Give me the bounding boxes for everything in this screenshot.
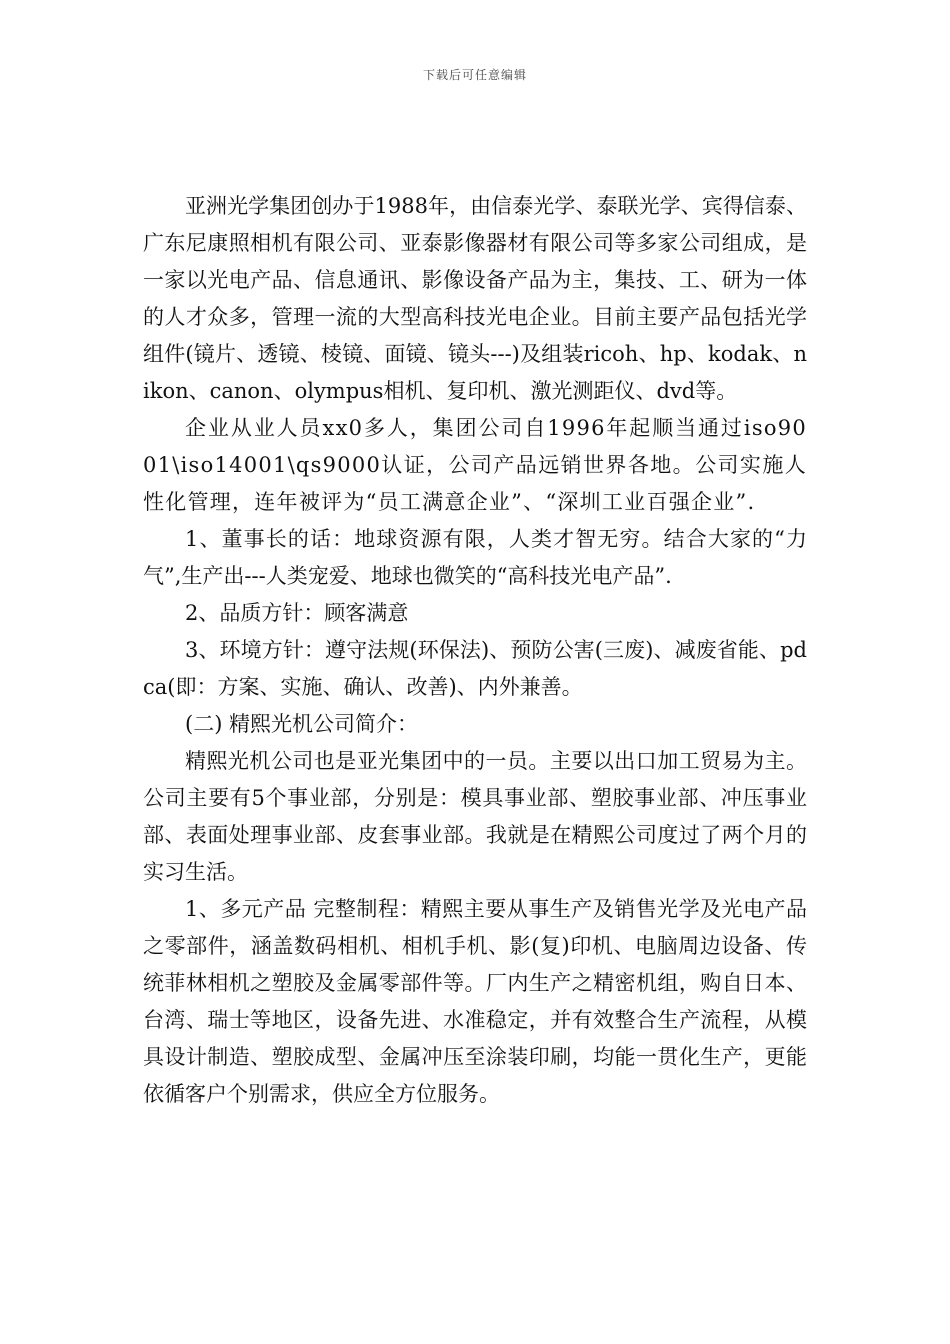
- paragraph-employees-certification: 企业从业人员xx0多人，集团公司自1996年起顺当通过iso9001\iso14001\qs9000认证，公司产品远销世界各地。公司实施人性化管理，连年被评为“员工满意企业”、“深圳工业百强企业”.: [143, 416, 807, 514]
- page-header: 下载后可任意编辑: [422, 68, 527, 82]
- paragraph-products-process: 1、多元产品 完整制程：精熙主要从事生产及销售光学及光电产品之零部件，涵盖数码相机、相机手机、影(复)印机、电脑周边设备、传统菲林相机之塑胶及金属零部件等。厂内生产之精密机组，购自日本、台湾、瑞士等地区，设备先进、水准稳定，并有效整合生产流程，从模具设计制造、塑胶成型、金属冲压至涂装印刷，均能一贯化生产，更能依循客户个别需求，供应全方位服务。: [143, 897, 807, 1106]
- document-body: [143, 188, 807, 1113]
- paragraph-jingxi-intro: 精熙光机公司也是亚光集团中的一员。主要以出口加工贸易为主。公司主要有5个事业部，分别是：模具事业部、塑胶事业部、冲压事业部、表面处理事业部、皮套事业部。我就是在精熙公司度过了两个月的实习生活。: [143, 749, 807, 884]
- paragraph-chairman-words: 1、董事长的话：地球资源有限，人类才智无穷。结合大家的“力气”,生产出---人类宠爱、地球也微笑的“高科技光电产品”.: [143, 527, 807, 588]
- paragraph-company-intro: 亚洲光学集团创办于1988年，由信泰光学、泰联光学、宾得信泰、广东尼康照相机有限公司、亚泰影像器材有限公司等多家公司组成，是一家以光电产品、信息通讯、影像设备产品为主，集技、工、研为一体的人才众多，管理一流的大型高科技光电企业。目前主要产品包括光学组件(镜片、透镜、棱镜、面镜、镜头---)及组装ricoh、hp、kodak、nikon、canon、olympus相机、复印机、激光测距仪、dvd等。: [143, 194, 807, 403]
- paragraph-environment-policy: 3、环境方针：遵守法规(环保法)、预防公害(三废)、减废省能、pdca(即：方案、实施、确认、改善)、内外兼善。: [143, 638, 807, 699]
- section-heading-jingxi: (二) 精熙光机公司简介：: [185, 712, 419, 736]
- paragraph-quality-policy: 2、品质方针：顾客满意: [185, 601, 409, 625]
